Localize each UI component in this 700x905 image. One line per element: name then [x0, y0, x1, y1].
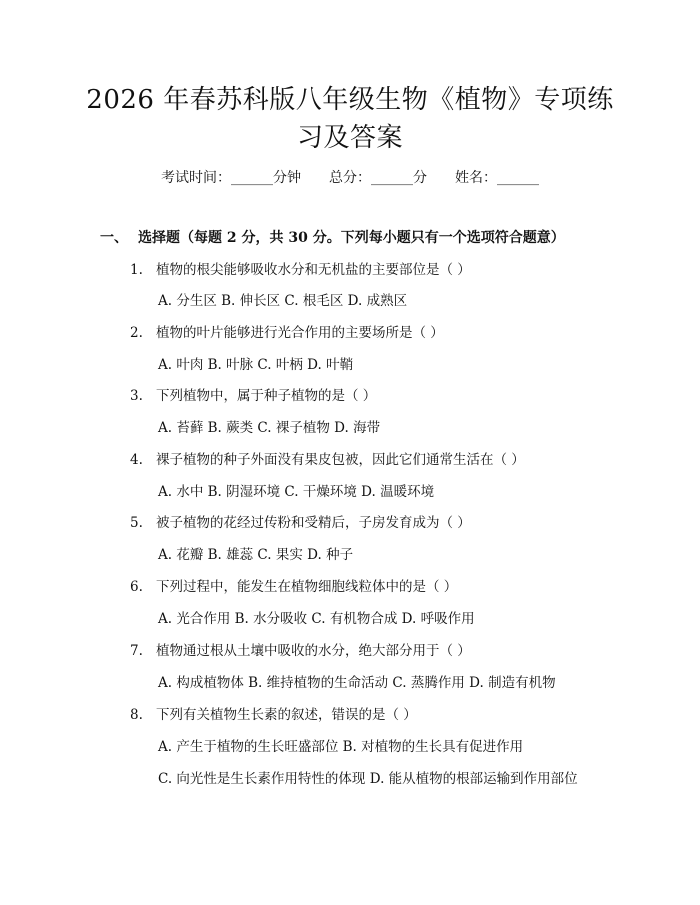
- question-item: [130, 577, 457, 597]
- document-title-line-2: 习及答案: [296, 123, 403, 153]
- question-options: A. 构成植物体 B. 维持植物的生命活动 C. 蒸腾作用 D. 制造有机物: [158, 675, 556, 691]
- question-number: 2.: [130, 325, 143, 341]
- question-item: [130, 450, 525, 470]
- exam-time-field: 考试时间：______分钟: [161, 170, 301, 186]
- question-options: A. 水中 B. 阴湿环境 C. 干燥环境 D. 温暖环境: [158, 484, 435, 500]
- question-options: A. 分生区 B. 伸长区 C. 根毛区 D. 成熟区: [158, 293, 408, 309]
- question-text: 裸子植物的种子外面没有果皮包被，因此它们通常生活在（ ）: [156, 452, 525, 468]
- question-item: [130, 386, 376, 406]
- question-item: [130, 323, 444, 343]
- question-options: A. 叶肉 B. 叶脉 C. 叶柄 D. 叶鞘: [158, 357, 354, 373]
- total-score-field: 总分：______分: [329, 170, 427, 186]
- question-options: A. 光合作用 B. 水分吸收 C. 有机物合成 D. 呼吸作用: [158, 611, 475, 627]
- question-number: 5.: [130, 515, 143, 531]
- question-options: A. 苔藓 B. 蕨类 C. 裸子植物 D. 海带: [158, 420, 381, 436]
- student-name-field: 姓名：______: [455, 170, 539, 186]
- question-text: 植物通过根从土壤中吸收的水分，绝大部分用于（ ）: [156, 643, 471, 659]
- question-number: 4.: [130, 452, 143, 468]
- exam-info: [0, 168, 700, 188]
- question-number: 6.: [130, 579, 143, 595]
- question-text: 植物的根尖能够吸收水分和无机盐的主要部位是（ ）: [156, 262, 471, 278]
- question-number: 7.: [130, 643, 143, 659]
- question-text: 下列有关植物生长素的叙述，错误的是（ ）: [156, 707, 417, 723]
- question-text: 下列过程中，能发生在植物细胞线粒体中的是（ ）: [156, 579, 458, 595]
- question-text: 下列植物中，属于种子植物的是（ ）: [156, 388, 377, 404]
- section-title: 选择题（每题 2 分，共 30 分。下列每小题只有一个选项符合题意）: [138, 230, 565, 246]
- question-number: 1.: [130, 262, 143, 278]
- question-text: 植物的叶片能够进行光合作用的主要场所是（ ）: [156, 325, 444, 341]
- question-text: 被子植物的花经过传粉和受精后，子房发育成为（ ）: [156, 515, 471, 531]
- question-item: [130, 641, 471, 661]
- question-options: A. 产生于植物的生长旺盛部位 B. 对植物的生长具有促进作用: [158, 739, 524, 755]
- question-item: [130, 513, 471, 533]
- question-options: C. 向光性是生长素作用特性的体现 D. 能从植物的根部运输到作用部位: [158, 771, 578, 787]
- question-item: [130, 705, 417, 725]
- question-number: 8.: [130, 707, 143, 723]
- section-heading: [100, 228, 565, 248]
- question-number: 3.: [130, 388, 143, 404]
- question-options: A. 花瓣 B. 雄蕊 C. 果实 D. 种子: [158, 547, 354, 563]
- section-number: 一、: [100, 230, 128, 246]
- question-item: [130, 260, 471, 280]
- document-title-line-1: 2026 年春苏科版八年级生物《植物》专项练: [86, 85, 614, 115]
